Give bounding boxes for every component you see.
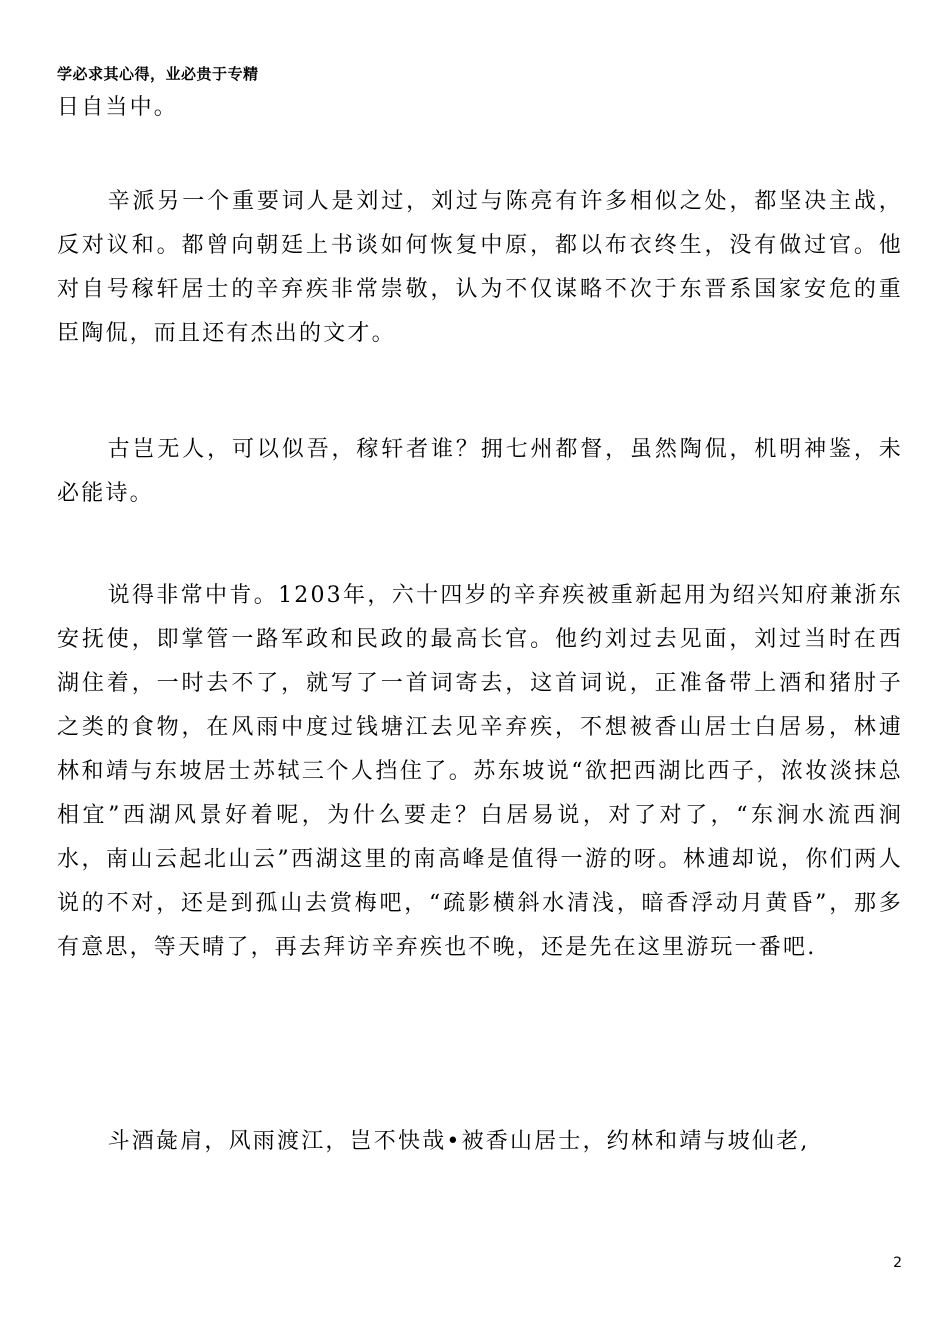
- continued-text-line: 日自当中。: [57, 95, 179, 120]
- paragraph-liu-guo-intro: 辛派另一个重要词人是刘过，刘过与陈亮有许多相似之处，都坚决主战，反对议和。都曾向朝廷上书谈如何恢复中原，都以布衣终生，没有做过官。他对自号稼轩居士的辛弃疾非常崇敬，认为不仅谋略不次于东晋系国家安危的重臣陶侃，而且还有杰出的文才。: [57, 189, 903, 346]
- paragraph-poem-excerpt: 斗酒彘肩，风雨渡江，岂不快哉•被香山居士，约林和靖与坡仙老,: [107, 1129, 810, 1154]
- page-header-motto: 学必求其心得，业必贵于专精: [57, 65, 259, 83]
- page-number: 2: [893, 1255, 902, 1271]
- paragraph-story: 说得非常中肯。1203年，六十四岁的辛弃疾被重新起用为绍兴知府兼浙东安抚使，即掌管一路军政和民政的最高长官。他约刘过去见面，刘过当时在西湖住着，一时去不了，就写了一首词寄去，这首词说，正准备带上酒和猪肘子之类的食物，在风雨中度过钱塘江去见辛弃疾，不想被香山居士白居易，林逋林和靖与东坡居士苏轼三个人挡住了。苏东坡说“欲把西湖比西子，浓妆淡抹总相宜”西湖风景好着呢，为什么要走？白居易说，对了对了，“东涧水流西涧水，南山云起北山云”西湖这里的南高峰是值得一游的呀。林逋却说，你们两人说的不对，还是到孤山去赏梅吧，“疏影横斜水清浅，暗香浮动月黄昏”，那多有意思，等天晴了，再去拜访辛弃疾也不晚，还是先在这里游玩一番吧.: [57, 583, 903, 960]
- paragraph-poem-quote: 古岂无人，可以似吾，稼轩者谁？拥七州都督，虽然陶侃，机明神鉴，未必能诗。: [57, 437, 903, 506]
